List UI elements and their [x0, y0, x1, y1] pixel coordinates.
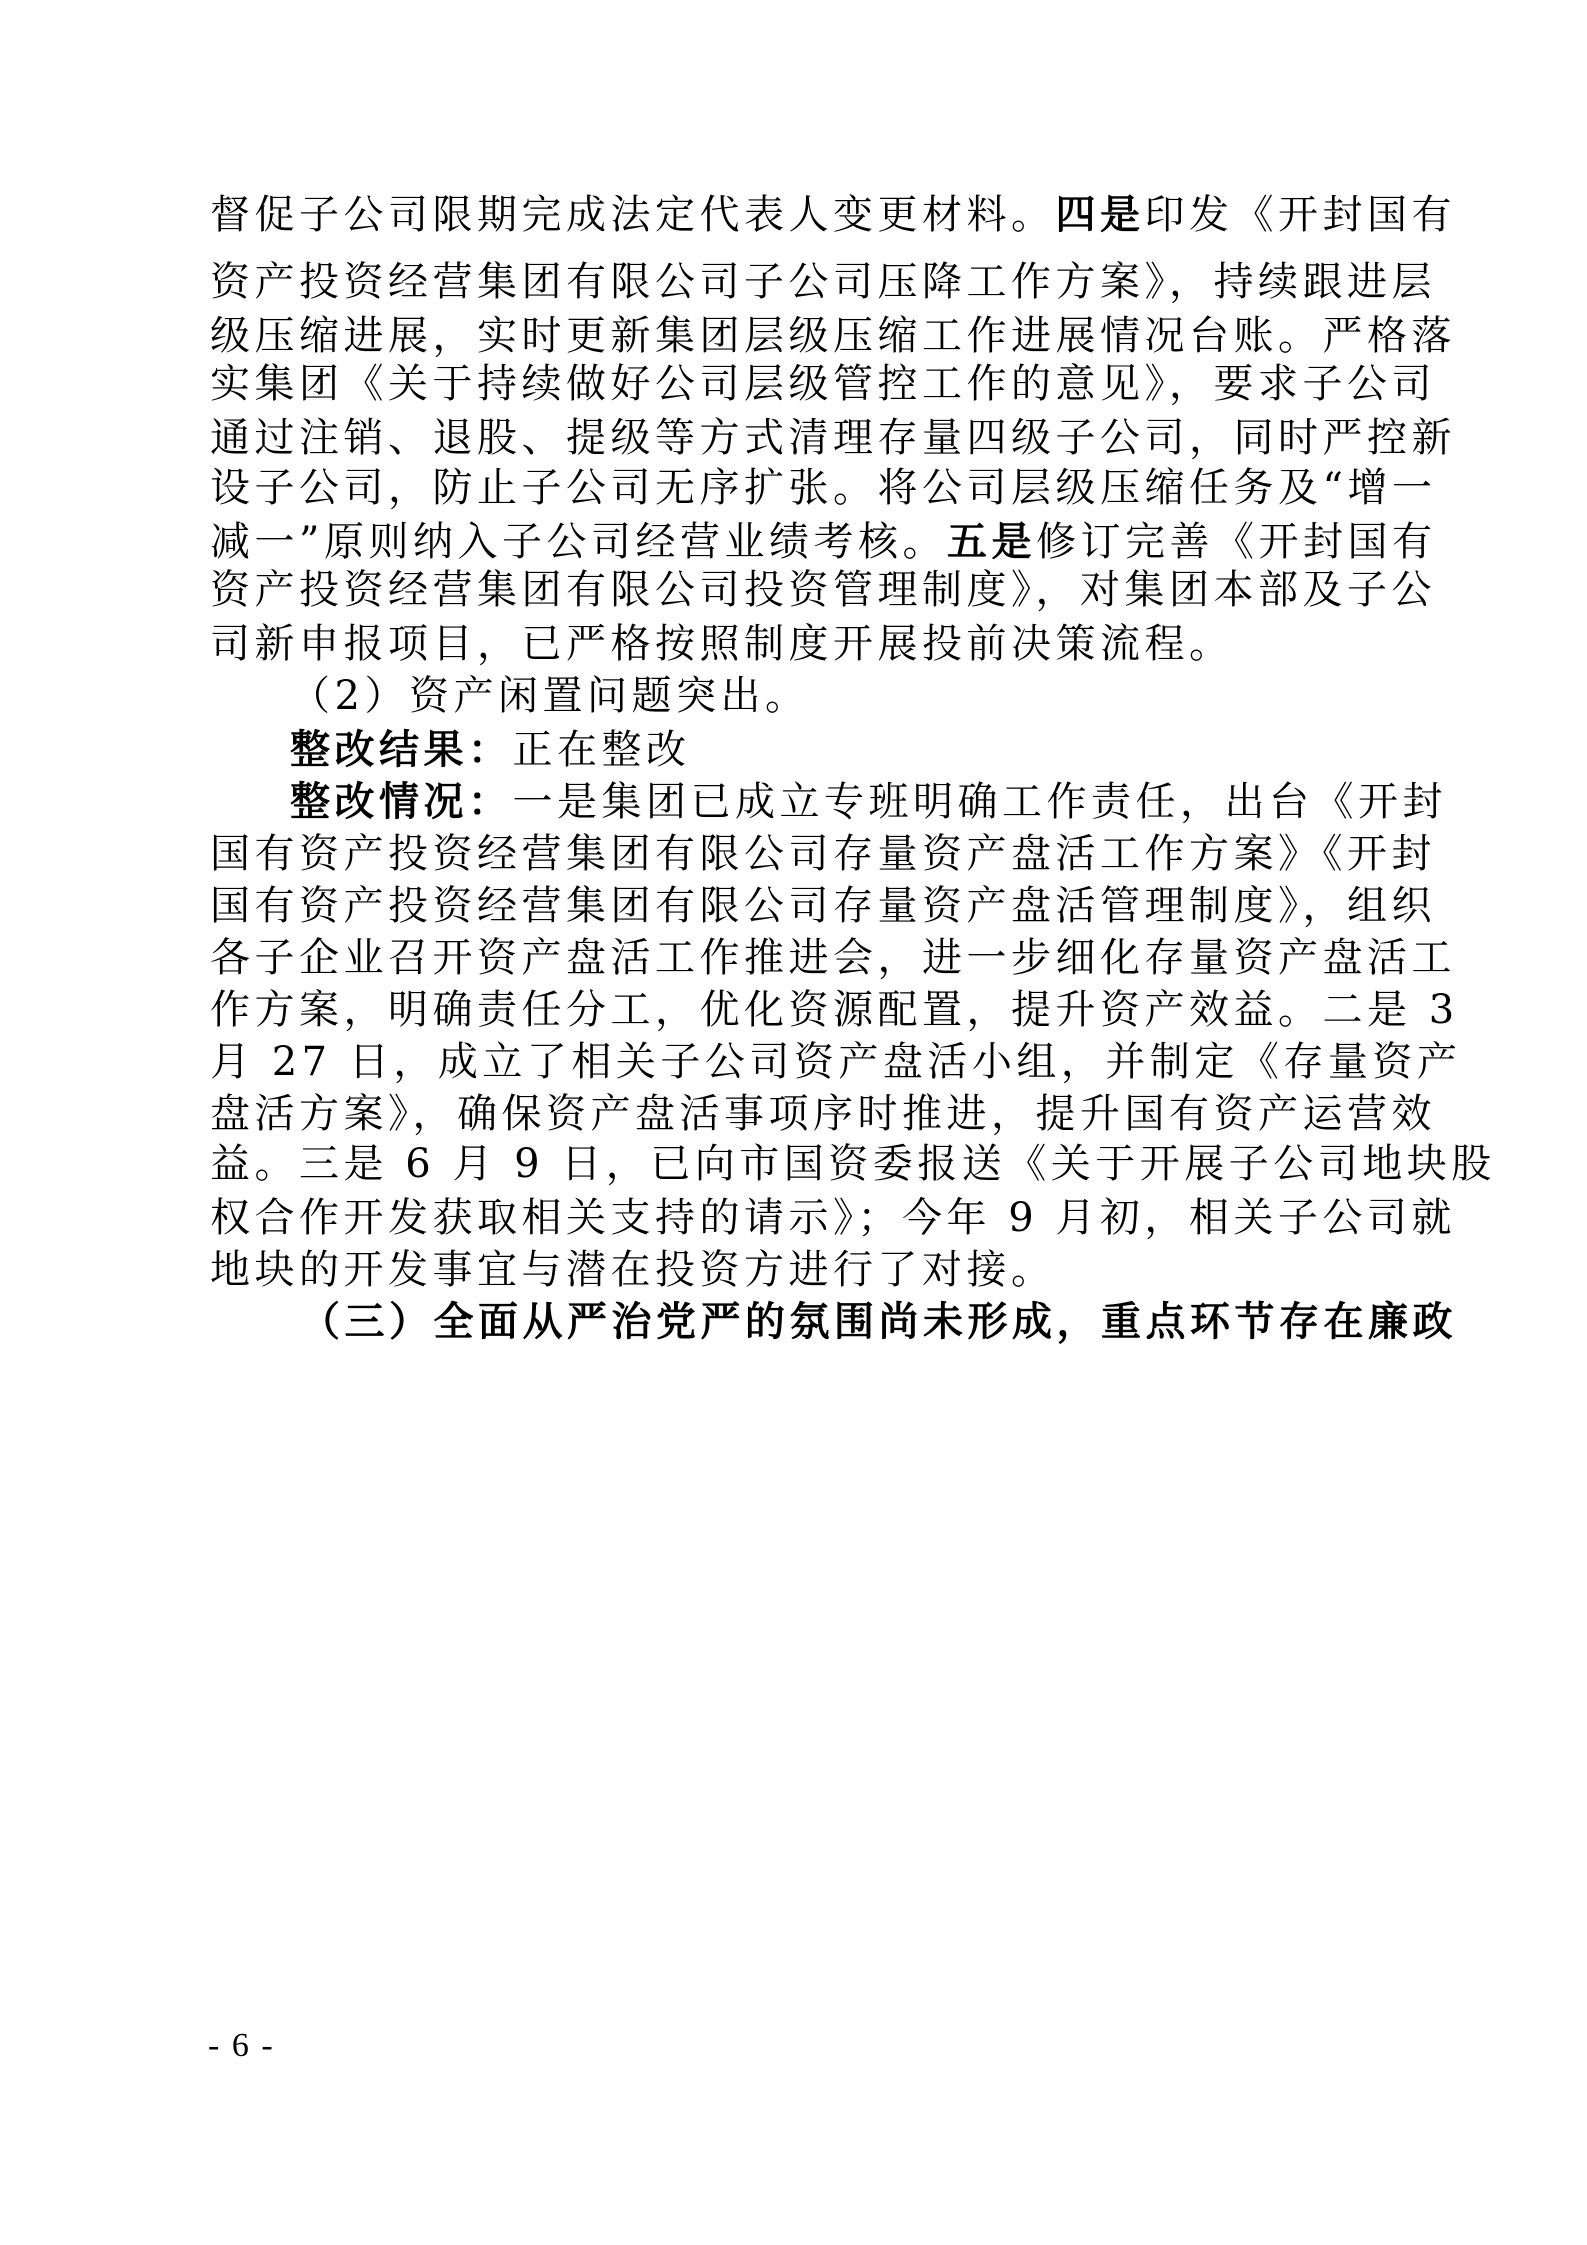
paragraph-line: 盘活方案》，确保资产盘活事项序时推进，提升国有资产运营效 [210, 1091, 1436, 1137]
text-run: 一是集团已成立专班明确工作责任，出台《开封 [512, 779, 1447, 825]
paragraph-line: 资产投资经营集团有限公司投资管理制度》，对集团本部及子公 [210, 567, 1436, 613]
bold-lead-term: 五是 [946, 518, 1036, 565]
section-heading: （三）全面从严治党严的氛围尚未形成，重点环节存在廉政 [300, 1298, 1457, 1345]
subsection-heading: （2）资产闲置问题突出。 [290, 673, 810, 719]
paragraph-line [210, 518, 1437, 566]
situation-label: 整改情况： [290, 778, 513, 825]
page-number: - 6 - [208, 2027, 275, 2064]
paragraph-line: 级压缩进展，实时更新集团层级压缩工作进展情况台账。严格落 [210, 313, 1456, 359]
paragraph-line: 益。三是 6 月 9 日，已向市国资委报送《关于开展子公司地块股 [210, 1141, 1496, 1187]
text-run: 减一”原则纳入子公司经营业绩考核。 [210, 519, 947, 565]
paragraph-line: 各子企业召开资产盘活工作推进会，进一步细化存量资产盘活工 [210, 935, 1456, 981]
text-run: 修订完善《开封国有 [1035, 519, 1437, 565]
rectification-result [290, 726, 1380, 774]
paragraph-line: 设子公司，防止子公司无序扩张。将公司层级压缩任务及“增一 [210, 465, 1437, 511]
result-value: 正在整改 [512, 727, 691, 773]
paragraph-line: 资产投资经营集团有限公司子公司压降工作方案》，持续跟进层 [210, 259, 1436, 305]
paragraph-line: 月 27 日，成立了相关子公司资产盘活小组，并制定《存量资产 [210, 1039, 1462, 1085]
paragraph-line: 实集团《关于持续做好公司层级管控工作的意见》，要求子公司 [210, 361, 1436, 407]
text-run: 印发《开封国有 [1144, 192, 1456, 238]
paragraph-line: 国有资产投资经营集团有限公司存量资产盘活工作方案》《开封 [210, 831, 1436, 877]
rectification-situation-first-line [290, 778, 1447, 826]
paragraph-line: 国有资产投资经营集团有限公司存量资产盘活管理制度》，组织 [210, 883, 1436, 929]
paragraph-line [210, 191, 1456, 239]
text-run: 督促子公司限期完成法定代表人变更材料。 [210, 192, 1056, 238]
paragraph-line: 作方案，明确责任分工，优化资源配置，提升资产效益。二是 3 [210, 987, 1459, 1033]
paragraph-line: 通过注销、退股、提级等方式清理存量四级子公司，同时严控新 [210, 415, 1456, 461]
result-label: 整改结果： [290, 726, 513, 773]
paragraph-line: 权合作开发获取相关支持的请示》；今年 9 月初，相关子公司就 [210, 1195, 1456, 1241]
paragraph-line: 司新申报项目，已严格按照制度开展投前决策流程。 [210, 621, 1234, 667]
paragraph-line: 地块的开发事宜与潜在投资方进行了对接。 [210, 1247, 1056, 1293]
bold-lead-term: 四是 [1055, 191, 1145, 238]
